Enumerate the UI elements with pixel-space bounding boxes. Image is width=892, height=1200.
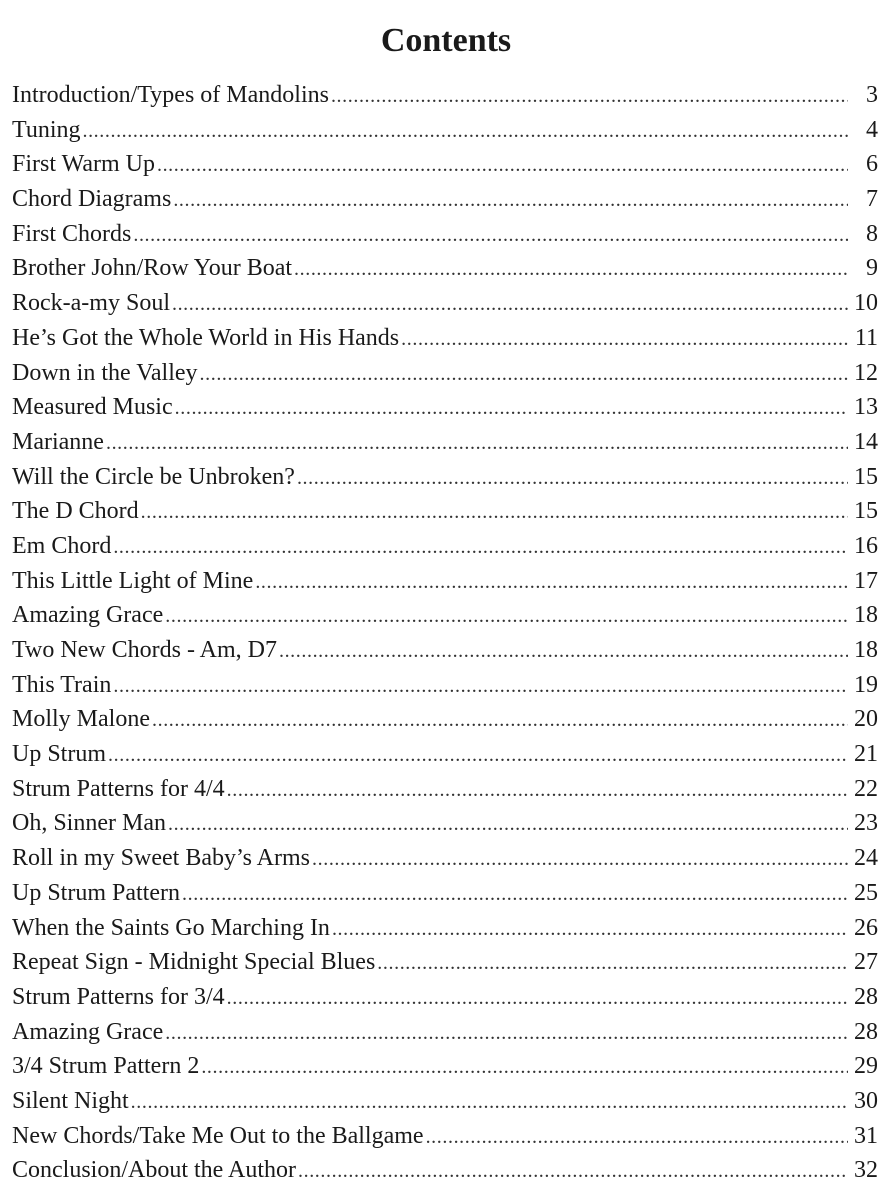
toc-dot-leader bbox=[227, 980, 848, 1016]
toc-entry-title: First Warm Up bbox=[12, 151, 155, 178]
toc-dot-leader bbox=[298, 1153, 848, 1189]
toc-entry bbox=[12, 702, 878, 737]
toc-entry-page-number: 28 bbox=[854, 983, 878, 1010]
toc-entry bbox=[12, 217, 878, 252]
toc-dot-leader bbox=[255, 564, 848, 600]
toc-dot-leader bbox=[377, 945, 848, 981]
toc-entry-page-number: 4 bbox=[866, 116, 878, 143]
toc-entry-page-number: 25 bbox=[854, 879, 878, 906]
toc-dot-leader bbox=[152, 702, 848, 738]
toc-entry-title: Introduction/Types of Mandolins bbox=[12, 82, 329, 108]
table-of-contents bbox=[12, 78, 878, 1188]
toc-entry-title: First Chords bbox=[12, 220, 132, 247]
toc-entry-page-number: 29 bbox=[854, 1053, 878, 1080]
toc-entry-title: Marianne bbox=[12, 428, 104, 455]
toc-dot-leader bbox=[279, 633, 848, 669]
toc-entry bbox=[12, 737, 878, 772]
toc-entry-title: Will the Circle be Unbroken? bbox=[12, 463, 295, 490]
toc-entry bbox=[12, 668, 878, 703]
toc-entry bbox=[12, 494, 878, 529]
toc-entry-page-number: 28 bbox=[854, 1018, 878, 1045]
toc-entry-page-number: 24 bbox=[854, 845, 878, 872]
toc-entry-title: Roll in my Sweet Baby’s Arms bbox=[12, 845, 311, 872]
toc-entry-page-number: 26 bbox=[854, 914, 878, 941]
toc-entry-page-number: 30 bbox=[854, 1087, 878, 1114]
toc-entry bbox=[12, 286, 878, 321]
toc-entry-page-number: 31 bbox=[854, 1122, 878, 1149]
toc-entry bbox=[12, 806, 878, 841]
toc-entry-page-number: 21 bbox=[854, 741, 878, 768]
toc-dot-leader bbox=[294, 251, 848, 287]
toc-dot-leader bbox=[182, 876, 848, 912]
toc-entry bbox=[12, 147, 878, 182]
toc-entry bbox=[12, 876, 878, 911]
toc-entry-page-number: 32 bbox=[854, 1157, 878, 1184]
toc-dot-leader bbox=[200, 356, 848, 392]
toc-entry bbox=[12, 564, 878, 599]
toc-entry-title: When the Saints Go Marching In bbox=[12, 914, 330, 941]
toc-dot-leader bbox=[113, 668, 848, 704]
toc-entry-title: He’s Got the Whole World in His Hands bbox=[12, 324, 400, 351]
toc-entry-page-number: 17 bbox=[854, 567, 878, 594]
toc-dot-leader bbox=[201, 1049, 848, 1085]
toc-entry-title: Up Strum bbox=[12, 741, 107, 768]
toc-entry-title: Repeat Sign - Midnight Special Blues bbox=[12, 949, 376, 976]
toc-entry-title: Silent Night bbox=[12, 1087, 129, 1114]
toc-entry-title: 3/4 Strum Pattern 2 bbox=[12, 1053, 200, 1080]
toc-entry-title: Molly Malone bbox=[12, 706, 150, 733]
toc-entry-title: This Little Light of Mine bbox=[12, 567, 254, 594]
toc-dot-leader bbox=[108, 737, 848, 773]
toc-entry bbox=[12, 772, 878, 807]
toc-dot-leader bbox=[133, 217, 848, 253]
toc-entry bbox=[12, 1049, 878, 1084]
toc-entry-page-number: 14 bbox=[854, 428, 878, 455]
toc-entry-title: Em Chord bbox=[12, 532, 112, 559]
toc-entry-title: Up Strum Pattern bbox=[12, 879, 180, 906]
toc-entry-page-number: 20 bbox=[854, 706, 878, 733]
toc-entry-title: The D Chord bbox=[12, 498, 139, 525]
toc-entry bbox=[12, 390, 878, 425]
toc-entry-page-number: 3 bbox=[866, 82, 878, 108]
toc-entry bbox=[12, 1153, 878, 1188]
toc-entry-page-number: 13 bbox=[854, 394, 878, 421]
toc-entry bbox=[12, 460, 878, 495]
toc-dot-leader bbox=[131, 1084, 848, 1120]
toc-entry-page-number: 18 bbox=[854, 602, 878, 629]
toc-entry-title: Rock-a-my Soul bbox=[12, 290, 170, 317]
toc-entry-title: New Chords/Take Me Out to the Ballgame bbox=[12, 1122, 424, 1149]
toc-entry-title: This Train bbox=[12, 671, 112, 698]
toc-entry bbox=[12, 182, 878, 217]
toc-entry-title: Strum Patterns for 4/4 bbox=[12, 775, 225, 802]
toc-entry-page-number: 23 bbox=[854, 810, 878, 837]
toc-entry-title: Chord Diagrams bbox=[12, 186, 172, 213]
toc-dot-leader bbox=[172, 286, 848, 322]
toc-entry bbox=[12, 1119, 878, 1154]
toc-entry-title: Down in the Valley bbox=[12, 359, 198, 386]
toc-entry bbox=[12, 251, 878, 286]
toc-dot-leader bbox=[82, 113, 848, 149]
toc-dot-leader bbox=[175, 390, 848, 426]
toc-entry-title: Amazing Grace bbox=[12, 602, 164, 629]
toc-entry-page-number: 19 bbox=[854, 671, 878, 698]
toc-entry-title: Strum Patterns for 3/4 bbox=[12, 983, 225, 1010]
toc-entry-title: Measured Music bbox=[12, 394, 173, 421]
toc-dot-leader bbox=[157, 147, 848, 183]
toc-entry bbox=[12, 1084, 878, 1119]
toc-dot-leader bbox=[141, 494, 848, 530]
toc-entry-title: Two New Chords - Am, D7 bbox=[12, 637, 277, 663]
toc-dot-leader bbox=[173, 182, 848, 218]
toc-dot-leader bbox=[312, 841, 848, 877]
toc-entry bbox=[12, 598, 878, 633]
toc-entry bbox=[12, 78, 878, 113]
toc-dot-leader bbox=[165, 1015, 848, 1051]
toc-entry bbox=[12, 321, 878, 356]
toc-entry-page-number: 12 bbox=[854, 359, 878, 386]
toc-entry-page-number: 7 bbox=[866, 186, 878, 213]
toc-entry bbox=[12, 356, 878, 391]
toc-entry-title: Tuning bbox=[12, 116, 81, 143]
toc-entry-page-number: 22 bbox=[854, 775, 878, 802]
toc-dot-leader bbox=[168, 806, 848, 842]
toc-entry-title: Amazing Grace bbox=[12, 1018, 164, 1045]
toc-entry-title: Conclusion/About the Author bbox=[12, 1157, 296, 1184]
page-title: Contents bbox=[380, 21, 512, 59]
toc-entry-page-number: 11 bbox=[854, 324, 878, 351]
toc-dot-leader bbox=[332, 911, 848, 947]
toc-entry bbox=[12, 841, 878, 876]
toc-entry-title: Brother John/Row Your Boat bbox=[12, 255, 293, 282]
toc-dot-leader bbox=[297, 460, 848, 496]
toc-entry-page-number: 10 bbox=[854, 290, 878, 317]
toc-entry bbox=[12, 425, 878, 460]
toc-entry-page-number: 15 bbox=[854, 463, 878, 490]
toc-entry-page-number: 6 bbox=[866, 151, 878, 178]
toc-dot-leader bbox=[106, 425, 848, 461]
toc-entry-page-number: 15 bbox=[854, 498, 878, 525]
toc-entry-page-number: 18 bbox=[854, 637, 878, 663]
toc-entry bbox=[12, 911, 878, 946]
toc-dot-leader bbox=[165, 598, 848, 634]
toc-entry-title: Oh, Sinner Man bbox=[12, 810, 166, 837]
toc-dot-leader bbox=[401, 321, 848, 357]
toc-dot-leader bbox=[426, 1119, 848, 1155]
toc-dot-leader bbox=[227, 772, 848, 808]
toc-dot-leader bbox=[331, 78, 848, 114]
toc-entry-page-number: 16 bbox=[854, 532, 878, 559]
toc-entry bbox=[12, 529, 878, 564]
toc-entry-page-number: 9 bbox=[866, 255, 878, 282]
toc-entry bbox=[12, 980, 878, 1015]
toc-entry-page-number: 8 bbox=[866, 220, 878, 247]
toc-dot-leader bbox=[113, 529, 848, 565]
toc-entry bbox=[12, 113, 878, 148]
toc-entry bbox=[12, 633, 878, 668]
toc-entry bbox=[12, 1015, 878, 1050]
toc-entry bbox=[12, 945, 878, 980]
toc-entry-page-number: 27 bbox=[854, 949, 878, 976]
